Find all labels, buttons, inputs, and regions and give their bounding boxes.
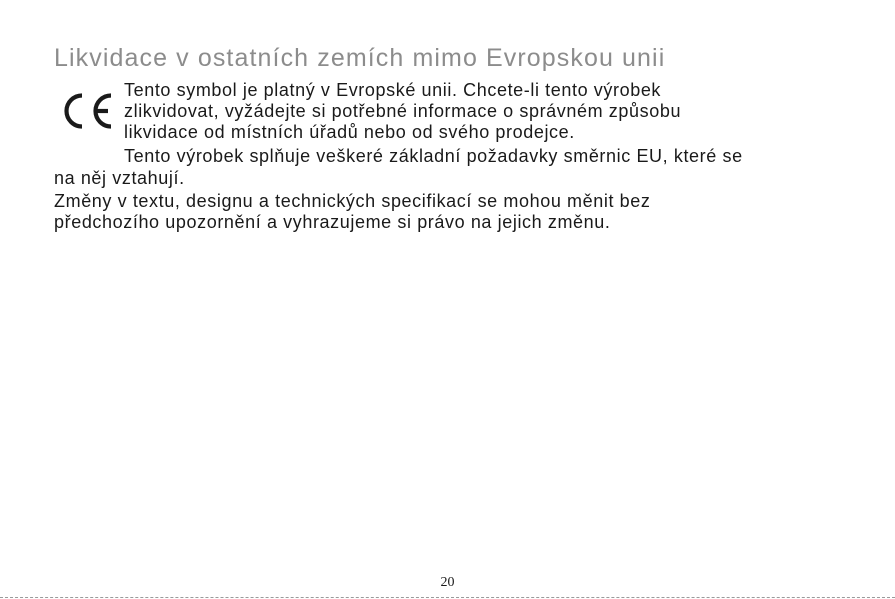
paragraph-3-line-1: Změny v textu, designu a technických specifikací se mohou měnit bez bbox=[54, 191, 651, 211]
paragraph-1-line-3: likvidace od místních úřadů nebo od svého prodejce. bbox=[124, 122, 575, 142]
paragraph-2-line-2: na něj vztahují. bbox=[54, 168, 185, 188]
ce-mark-icon bbox=[56, 91, 116, 131]
page-bottom-divider bbox=[0, 597, 895, 598]
paragraph-1-line-1: Tento symbol je platný v Evropské unii. Chcete-li tento výrobek bbox=[124, 80, 662, 100]
paragraph-3-line-2: předchozího upozornění a vyhrazujeme si právo na jejich změnu. bbox=[54, 212, 611, 232]
page-number: 20 bbox=[440, 575, 455, 590]
paragraph-2-line-1: Tento výrobek splňuje veškeré základní požadavky směrnic EU, které se bbox=[124, 146, 743, 166]
section-heading: Likvidace v ostatních zemích mimo Evropskou unii bbox=[54, 44, 666, 72]
paragraph-1-line-2: zlikvidovat, vyžádejte si potřebné informace o správném způsobu bbox=[124, 101, 682, 121]
